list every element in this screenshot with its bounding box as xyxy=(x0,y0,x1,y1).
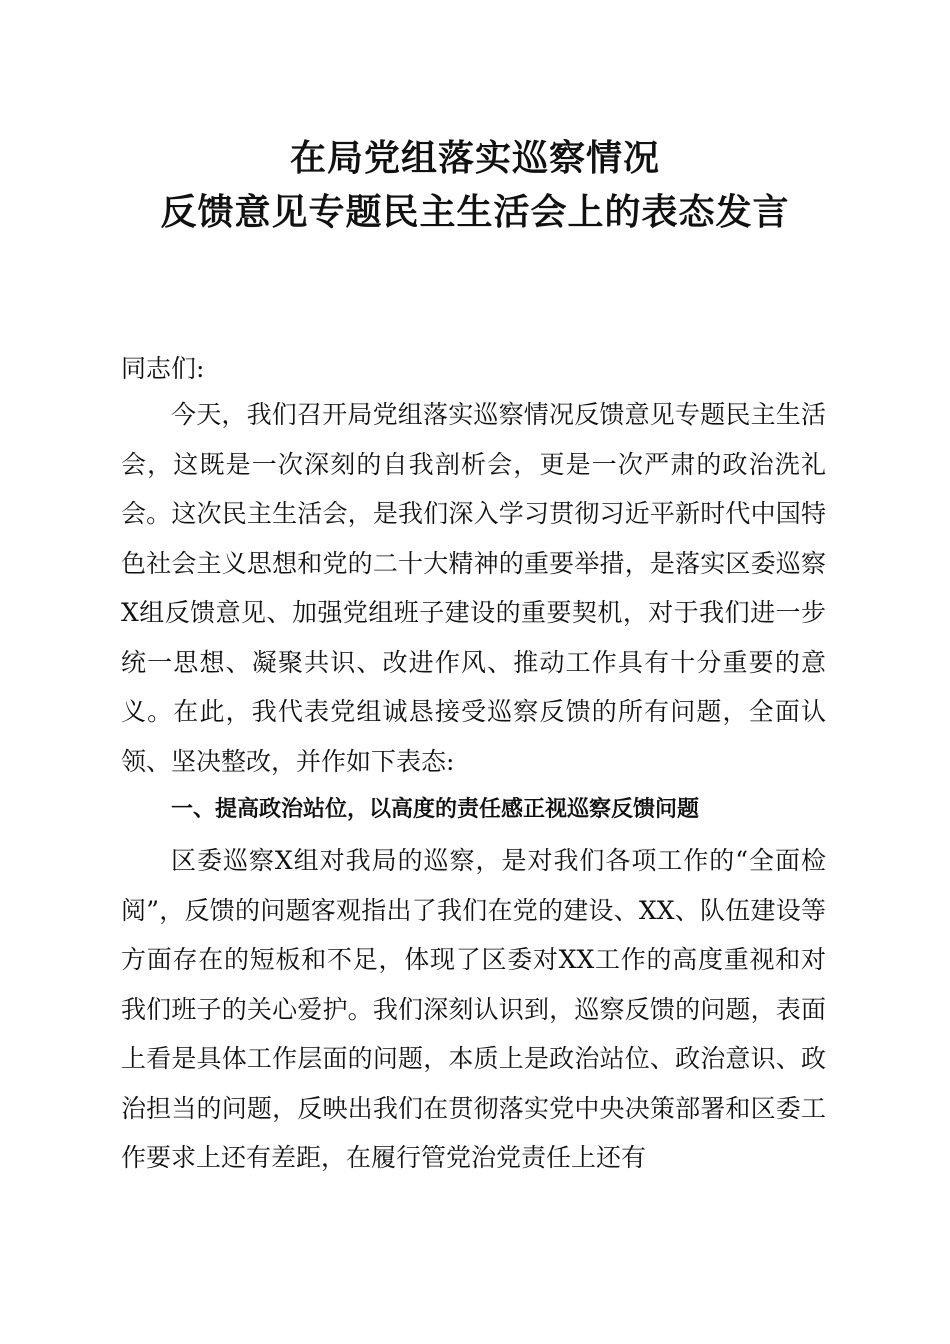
salutation: 同志们: xyxy=(121,354,205,383)
document-title-line-1: 在局党组落实巡察情况 xyxy=(289,137,660,179)
paragraph-1: 今天，我们召开局党组落实巡察情况反馈意见专题民主生活会，这既是一次深刻的自我剖析会，更是一次严肃的政治洗礼会。这次民主生活会，是我们深入学习贯彻习近平新时代中国特色社会主义思想和党的二十大精神的重要举措，是落实区委巡察X组反馈意见、加强党组班子建设的重要契机，对于我们进一步统一思想、凝聚共识、改进作风、推动工作具有十分重要的意义。在此，我代表党组诚恳接受巡察反馈的所有问题，全面认领、坚决整改，并作如下表态: xyxy=(121,400,826,776)
document-title-line-2: 反馈意见专题民主生活会上的表态发言 xyxy=(160,191,790,233)
section-heading-1: 一、提高政治站位，以高度的责任感正视巡察反馈问题 xyxy=(171,797,700,822)
paragraph-2: 区委巡察X组对我局的巡察，是对我们各项工作的“全面检阅”，反馈的问题客观指出了我们在党的建设、XX、队伍建设等方面存在的短板和不足，体现了区委对XX工作的高度重视和对我们班子的关心爱护。我们深刻认识到，巡察反馈的问题，表面上看是具体工作层面的问题，本质上是政治站位、政治意识、政治担当的问题，反映出我们在贯彻落实党中央决策部署和区委工作要求上还有差距，在履行管党治党责任上还有 xyxy=(121,846,826,1172)
